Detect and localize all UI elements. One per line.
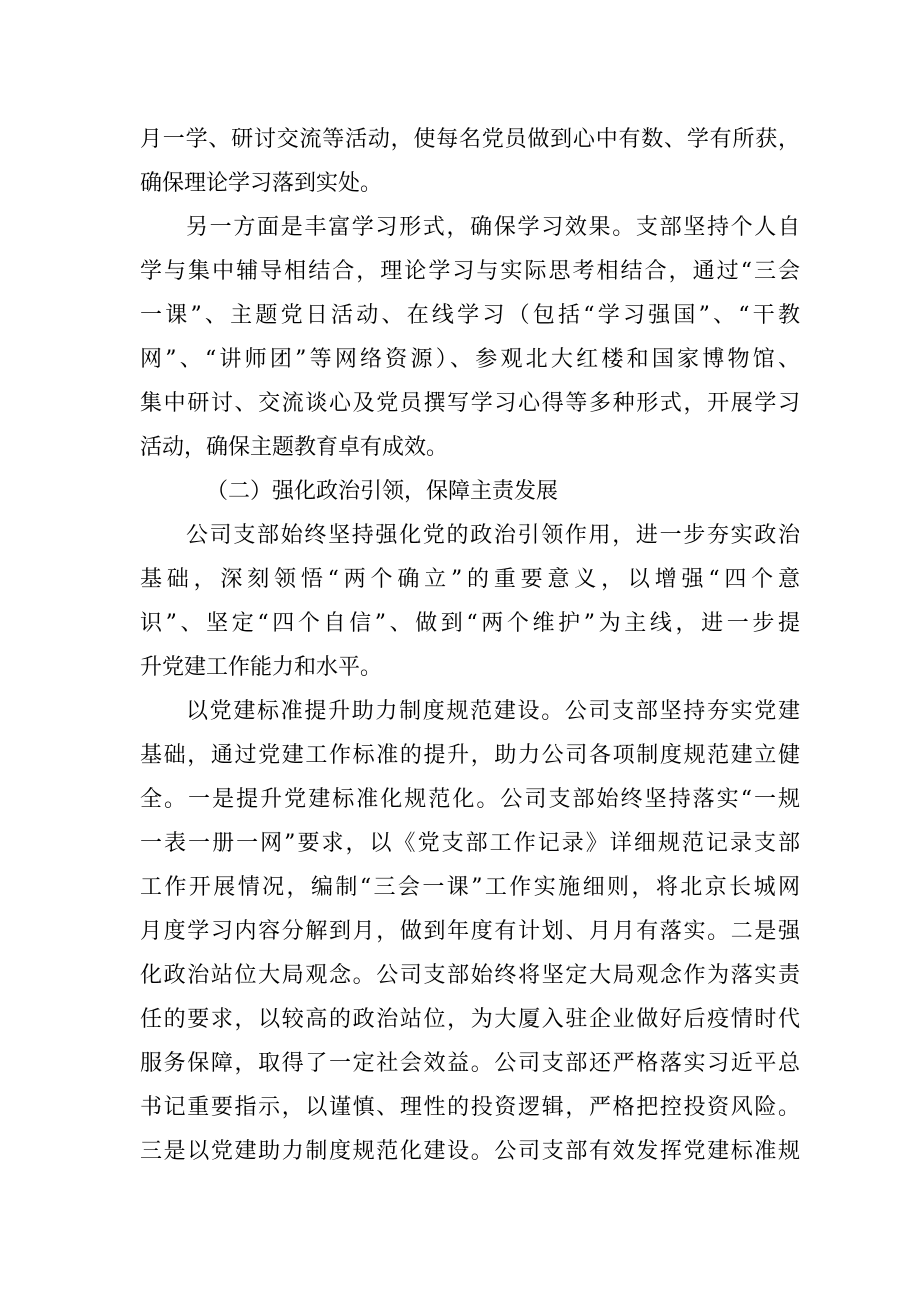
paragraph-2-line-6: 活动，确保主题教育卓有成效。 <box>140 435 449 460</box>
paragraph-4-line-1: 以党建标准提升助力制度规范建设。公司支部坚持夯实党建 <box>186 699 800 724</box>
paragraph-4-line-5: 工作开展情况，编制“三会一课”工作实施细则，将北京长城网 <box>140 875 800 900</box>
paragraph-4-line-4: 一表一册一网”要求，以《党支部工作记录》详细规范记录支部 <box>140 831 800 856</box>
paragraph-1-line-1: 月一学、研讨交流等活动，使每名党员做到心中有数、学有所获， <box>140 127 800 152</box>
paragraph-3-line-1: 公司支部始终坚持强化党的政治引领作用，进一步夯实政治 <box>186 523 800 548</box>
paragraph-4-line-7: 化政治站位大局观念。公司支部始终将坚定大局观念作为落实责 <box>140 963 800 988</box>
paragraph-4-line-6: 月度学习内容分解到月，做到年度有计划、月月有落实。二是强 <box>140 919 800 944</box>
paragraph-4-line-10: 书记重要指示，以谨慎、理性的投资逻辑，严格把控投资风险。 <box>140 1095 800 1120</box>
paragraph-3-line-2: 基础，深刻领悟“两个确立”的重要意义，以增强“四个意 <box>140 567 800 592</box>
paragraph-4-line-2: 基础，通过党建工作标准的提升，助力公司各项制度规范建立健 <box>140 743 800 768</box>
paragraph-2-line-3: 一课”、主题党日活动、在线学习（包括“学习强国”、“干教 <box>140 303 800 328</box>
paragraph-4-line-8: 任的要求，以较高的政治站位，为大厦入驻企业做好后疫情时代 <box>140 1007 800 1032</box>
paragraph-4-line-9: 服务保障，取得了一定社会效益。公司支部还严格落实习近平总 <box>140 1051 800 1076</box>
paragraph-2-line-4: 网”、“讲师团”等网络资源）、参观北大红楼和国家博物馆、 <box>140 347 800 372</box>
paragraph-2-line-5: 集中研讨、交流谈心及党员撰写学习心得等多种形式，开展学习 <box>140 391 800 416</box>
paragraph-4-line-11: 三是以党建助力制度规范化建设。公司支部有效发挥党建标准规 <box>140 1139 800 1164</box>
paragraph-4-line-3: 全。一是提升党建标准化规范化。公司支部始终坚持落实“一规 <box>140 787 800 812</box>
paragraph-2-line-1: 另一方面是丰富学习形式，确保学习效果。支部坚持个人自 <box>186 215 800 240</box>
paragraph-3-line-4: 升党建工作能力和水平。 <box>140 655 383 680</box>
section-heading: （二）强化政治引领，保障主责发展 <box>206 479 559 504</box>
paragraph-2-line-2: 学与集中辅导相结合，理论学习与实际思考相结合，通过“三会 <box>140 259 800 284</box>
paragraph-1-line-2: 确保理论学习落到实处。 <box>140 171 383 196</box>
paragraph-3-line-3: 识”、坚定“四个自信”、做到“两个维护”为主线，进一步提 <box>140 611 800 636</box>
